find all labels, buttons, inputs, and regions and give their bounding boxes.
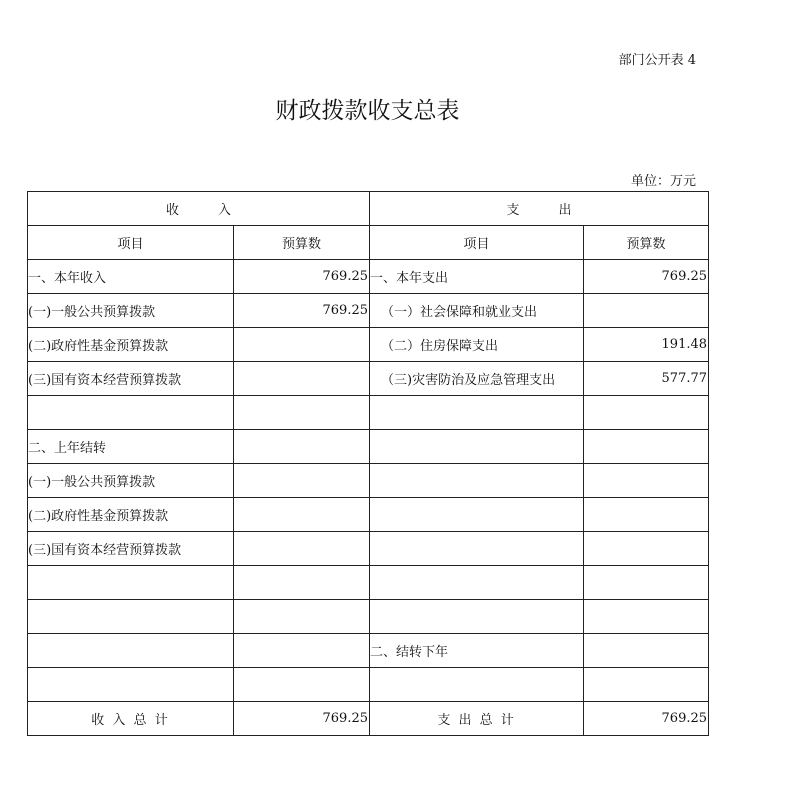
table-row [28, 464, 709, 498]
table-row [28, 566, 709, 600]
table-row [28, 260, 709, 294]
expense-total-amount: 769.25 [584, 702, 709, 736]
income-section-header: 收 入 [28, 192, 370, 226]
income-total-amount: 769.25 [234, 702, 370, 736]
expense-section-header: 支 出 [370, 192, 709, 226]
income-amount-cell [234, 362, 370, 396]
income-amount-cell: 769.25 [234, 294, 370, 328]
income-amount-cell [234, 668, 370, 702]
income-item-cell: (一)一般公共预算拨款 [28, 464, 234, 498]
expense-amount-cell [584, 396, 709, 430]
income-amount-cell [234, 430, 370, 464]
table-row [28, 430, 709, 464]
income-item-cell [28, 634, 234, 668]
income-amount-cell [234, 532, 370, 566]
income-item-cell [28, 668, 234, 702]
income-item-cell: 一、本年收入 [28, 260, 234, 294]
form-number: 部门公开表 4 [618, 53, 696, 68]
table-row [28, 396, 709, 430]
expense-amount-cell [584, 634, 709, 668]
income-item-cell: (三)国有资本经营预算拨款 [28, 362, 234, 396]
income-amount-cell [234, 464, 370, 498]
income-item-cell [28, 396, 234, 430]
expense-item-header: 项目 [370, 226, 584, 260]
expense-amount-cell: 577.77 [584, 362, 709, 396]
table-row [28, 498, 709, 532]
expense-item-cell: 一、本年支出 [370, 260, 584, 294]
expense-amount-cell [584, 430, 709, 464]
expense-item-cell [370, 396, 584, 430]
totals-row [28, 702, 709, 736]
table-row [28, 634, 709, 668]
expense-item-cell [370, 532, 584, 566]
income-item-cell: (二)政府性基金预算拨款 [28, 328, 234, 362]
expense-amount-cell: 769.25 [584, 260, 709, 294]
table-row [28, 532, 709, 566]
expense-amount-cell [584, 532, 709, 566]
expense-item-cell: （二）住房保障支出 [370, 328, 584, 362]
budget-table [27, 191, 709, 736]
income-amount-cell [234, 328, 370, 362]
unit-label: 单位：万元 [630, 174, 696, 189]
table-row [28, 294, 709, 328]
expense-item-cell [370, 566, 584, 600]
income-amount-cell [234, 566, 370, 600]
column-header-row [28, 226, 709, 260]
income-item-cell: (三)国有资本经营预算拨款 [28, 532, 234, 566]
income-item-cell [28, 566, 234, 600]
expense-total-label: 支 出 总 计 [370, 702, 584, 736]
section-header-row [28, 192, 709, 226]
table-row [28, 600, 709, 634]
income-amount-cell [234, 634, 370, 668]
expense-item-cell [370, 464, 584, 498]
expense-amount-cell [584, 464, 709, 498]
expense-amount-cell [584, 566, 709, 600]
expense-item-cell [370, 430, 584, 464]
expense-item-cell [370, 668, 584, 702]
income-budget-header: 预算数 [234, 226, 370, 260]
expense-item-cell: 二、结转下年 [370, 634, 584, 668]
page-title: 财政拨款收支总表 [275, 98, 460, 124]
income-item-header: 项目 [28, 226, 234, 260]
table-row [28, 328, 709, 362]
income-amount-cell [234, 498, 370, 532]
income-item-cell: (一)一般公共预算拨款 [28, 294, 234, 328]
table-row [28, 668, 709, 702]
expense-amount-cell [584, 294, 709, 328]
income-item-cell: 二、上年结转 [28, 430, 234, 464]
expense-item-cell: （三)灾害防治及应急管理支出 [370, 362, 584, 396]
expense-item-cell [370, 498, 584, 532]
income-amount-cell: 769.25 [234, 260, 370, 294]
expense-amount-cell [584, 600, 709, 634]
expense-item-cell [370, 600, 584, 634]
income-amount-cell [234, 396, 370, 430]
expense-amount-cell: 191.48 [584, 328, 709, 362]
expense-amount-cell [584, 498, 709, 532]
income-amount-cell [234, 600, 370, 634]
income-item-cell [28, 600, 234, 634]
income-item-cell: (二)政府性基金预算拨款 [28, 498, 234, 532]
expense-item-cell: （一）社会保障和就业支出 [370, 294, 584, 328]
expense-budget-header: 预算数 [584, 226, 709, 260]
income-total-label: 收 入 总 计 [28, 702, 234, 736]
expense-amount-cell [584, 668, 709, 702]
table-row [28, 362, 709, 396]
